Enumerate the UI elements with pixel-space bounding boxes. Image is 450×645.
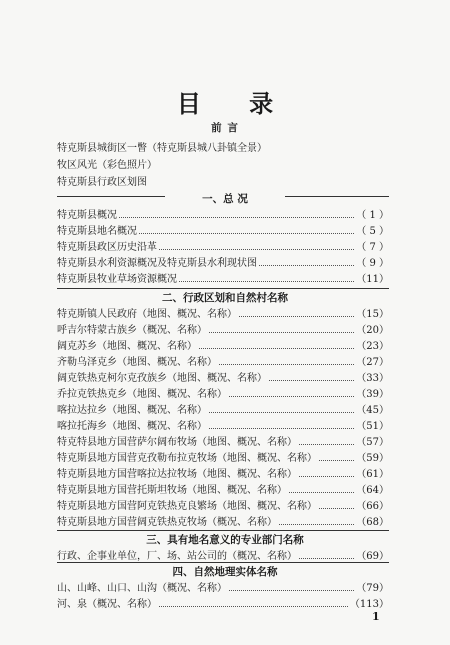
preface-line: 特克斯县城街区一瞥（特克斯县城八卦镇全景）: [57, 143, 267, 154]
dot-leader: [219, 356, 354, 365]
toc-entry[interactable]: [57, 321, 389, 335]
toc-entry-page: （64）: [356, 485, 389, 496]
dot-leader: [139, 225, 354, 234]
dot-leader: [319, 452, 354, 461]
toc-entry[interactable]: [57, 385, 389, 399]
toc-entry-title: 特克斯县地方国营喀拉达拉牧场（地图、概况、名称）: [57, 469, 297, 480]
section-divider: [57, 562, 389, 563]
toc-entry-title: 特克斯县地方国营克孜勒布拉克牧场（地图、概况、名称）: [57, 453, 317, 464]
toc-entry-page: （51）: [356, 421, 389, 432]
toc-entry-page: （69）: [356, 551, 389, 562]
dot-leader: [159, 241, 354, 250]
toc-entry-page: （33）: [356, 373, 389, 384]
section-divider: [57, 530, 389, 531]
toc-entry-title: 阔克苏乡（地图、概况、名称）: [57, 341, 197, 352]
section-divider: [57, 288, 389, 289]
toc-entry[interactable]: [57, 547, 389, 561]
toc-entry-title: 喀拉托海乡（地图、概况、名称）: [57, 421, 207, 432]
section-heading: 三、具有地名意义的专业部门名称: [146, 534, 304, 546]
toc-entry-title: 特克斯县地方国营托斯坦牧场（地图、概况、名称）: [57, 485, 287, 496]
dot-leader: [299, 550, 354, 559]
dot-leader: [239, 308, 354, 317]
dot-leader: [279, 516, 354, 525]
section-heading: 二、行政区划和自然村名称: [162, 292, 288, 304]
toc-entry-title: 阔克铁热克柯尔克孜族乡（地图、概况、名称）: [57, 373, 267, 384]
toc-entry-page: （15）: [356, 309, 389, 320]
toc-entry-title: 特克斯县地方国营阔克铁热克牧场（概况、名称）: [57, 517, 277, 528]
dot-leader: [209, 420, 354, 429]
toc-entry-page: （79）: [356, 583, 389, 594]
toc-entry-title: 特克斯镇人民政府（地图、概况、名称）: [57, 309, 237, 320]
preface-line: 特克斯县行政区划图: [57, 177, 147, 188]
toc-entry[interactable]: [57, 513, 389, 527]
toc-entry[interactable]: [57, 433, 389, 447]
dot-leader: [199, 340, 354, 349]
toc-entry-title: 乔拉克铁热克乡（地图、概况、名称）: [57, 389, 227, 400]
dot-leader: [289, 484, 354, 493]
dot-leader: [299, 436, 354, 445]
toc-entry[interactable]: [57, 481, 389, 495]
page-number: 1: [372, 610, 380, 623]
toc-entry[interactable]: [57, 305, 389, 319]
toc-entry-title: 喀拉达拉乡（地图、概况、名称）: [57, 405, 207, 416]
toc-entry-title: 齐勒乌泽克乡（地图、概况、名称）: [57, 357, 217, 368]
toc-entry[interactable]: [57, 206, 389, 220]
toc-entry[interactable]: [57, 254, 389, 268]
toc-entry-title: 特克斯县地方国营阿克铁热克良繁场（地图、概况、名称）: [57, 501, 317, 512]
toc-entry[interactable]: [57, 238, 389, 252]
toc-entry[interactable]: [57, 449, 389, 463]
dot-leader: [269, 372, 354, 381]
section-heading: 一、总 况: [165, 191, 285, 206]
toc-entry-page: （57）: [356, 437, 389, 448]
toc-entry-page: （ 1 ）: [356, 210, 389, 221]
section-heading: 四、自然地理实体名称: [172, 566, 278, 578]
toc-entry[interactable]: [57, 337, 389, 351]
dot-leader: [319, 500, 354, 509]
toc-entry[interactable]: [57, 579, 389, 593]
toc-entry-page: （59）: [356, 453, 389, 464]
toc-entry-page: （23）: [356, 341, 389, 352]
dot-leader: [209, 404, 354, 413]
toc-entry[interactable]: [57, 369, 389, 383]
dot-leader: [179, 273, 354, 282]
toc-entry[interactable]: [57, 417, 389, 431]
toc-entry[interactable]: [57, 595, 389, 609]
dot-leader: [299, 468, 354, 477]
toc-entry-page: （27）: [356, 357, 389, 368]
toc-entry[interactable]: [57, 353, 389, 367]
toc-entry-title: 特克特县地方国营萨尔阔布牧场（地图、概况、名称）: [57, 437, 297, 448]
toc-entry-title: 山、山峰、山口、山沟（概况、名称）: [57, 583, 227, 594]
dot-leader: [209, 324, 354, 333]
toc-entry-page: （39）: [356, 389, 389, 400]
toc-entry-title: 河、泉（概况、名称）: [57, 599, 157, 610]
page-title: 目 录: [176, 89, 294, 118]
toc-entry-page: （113）: [349, 599, 389, 610]
dot-leader: [229, 582, 354, 591]
toc-entry[interactable]: [57, 270, 389, 284]
toc-entry-title: 特克斯县水利资源概况及特克斯县水利现状图: [57, 258, 257, 269]
toc-entry-page: （45）: [356, 405, 389, 416]
toc-entry-page: （20）: [356, 325, 389, 336]
dot-leader: [159, 598, 348, 607]
toc-entry-page: （61）: [356, 469, 389, 480]
toc-entry[interactable]: [57, 465, 389, 479]
dot-leader: [259, 257, 354, 266]
toc-entry[interactable]: [57, 497, 389, 511]
toc-entry-title: 呼吉尔特蒙古族乡（概况、名称）: [57, 325, 207, 336]
toc-entry-title: 行政、企事业单位，厂、场、站公司的（概况、名称）: [57, 551, 297, 562]
toc-entry-title: 特克斯县概况: [57, 210, 117, 221]
toc-entry[interactable]: [57, 401, 389, 415]
toc-entry-page: （11）: [356, 274, 389, 285]
toc-entry-page: （66）: [356, 501, 389, 512]
toc-entry-title: 特克斯县牧业草场资源概况: [57, 274, 177, 285]
toc-entry-title: 特克斯县政区历史沿革: [57, 242, 157, 253]
toc-entry-page: （ 9 ）: [356, 258, 389, 269]
toc-entry-title: 特克斯县地名概况: [57, 226, 137, 237]
preface-line: 牧区风光（彩色照片）: [57, 160, 157, 171]
preface-heading: 前 言: [211, 122, 239, 134]
toc-entry[interactable]: [57, 222, 389, 236]
dot-leader: [119, 209, 354, 218]
toc-entry-page: （ 5 ）: [356, 226, 389, 237]
dot-leader: [229, 388, 354, 397]
toc-entry-page: （ 7 ）: [356, 242, 389, 253]
toc-entry-page: （68）: [356, 517, 389, 528]
